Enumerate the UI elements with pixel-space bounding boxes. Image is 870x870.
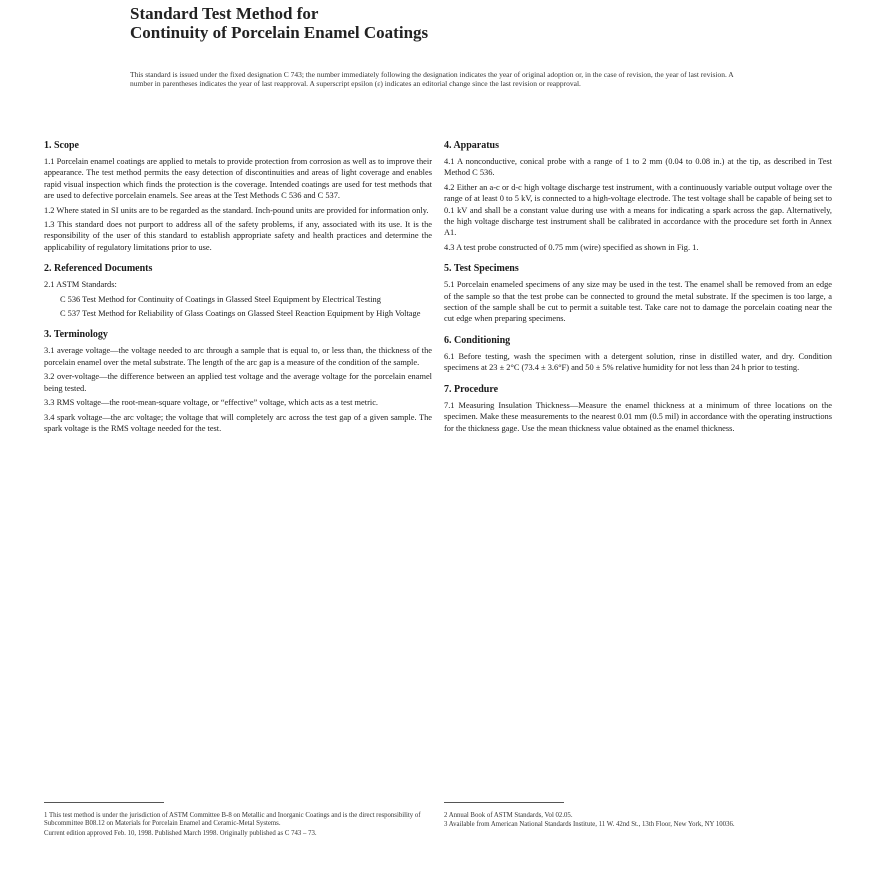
section-heading: 1. Scope — [44, 140, 79, 151]
left-column — [44, 140, 432, 444]
section-heading: 5. Test Specimens — [444, 263, 519, 275]
section-test-specimens — [444, 263, 832, 325]
paragraph: 3.3 RMS voltage—the root-mean-square voltage, or “effective” voltage, which acts as a test metric. — [44, 398, 379, 408]
paragraph: 3.1 average voltage—the voltage needed to arc through a sample that is equal to, or less than, the thickness of the porcelain enamel over the metal substrate. The length of the arc gap is a measure of the condition of the sample. — [44, 346, 432, 367]
document-title — [130, 4, 730, 42]
reference-item: C 536 Test Method for Continuity of Coatings in Glassed Steel Equipment by Electrical Testing — [60, 294, 381, 304]
paragraph: 7.1 Measuring Insulation Thickness—Measure the enamel thickness at a minimum of three locations on the specimen. Make these measurements to the nearest 0.01 mm (0.5 mil) in accordance with the operating instructions for the thickness gage. Use the mean thickness value obtained as the enamel thickness. — [444, 400, 832, 433]
paragraph: 5.1 Porcelain enameled specimens of any size may be used in the test. The enamel shall be removed from an edge of the sample so that the test probe can be connected to ground the metal substrate. If the specimen is too large, a section of the sample shall be cut to permit a suitable test. Take care not to damage the porcelain coating near the cut edge when preparing specimens. — [444, 280, 832, 324]
section-terminology — [44, 329, 432, 434]
section-heading: 7. Procedure — [444, 383, 499, 395]
right-column — [444, 140, 832, 444]
footnote: Current edition approved Feb. 10, 1998. Published March 1998. Originally published as C 743 – 73. — [44, 829, 317, 837]
section-heading: 3. Terminology — [44, 329, 108, 341]
section-heading: 6. Conditioning — [444, 334, 511, 346]
section-apparatus — [444, 140, 832, 253]
paragraph: 6.1 Before testing, wash the specimen with a detergent solution, rinse in distilled water, and dry. Condition specimens at 23 ± 2°C (73.4 ± 3.6°F) and 50 ± 5% relative humidity for not less than 24 h prior to testing. — [444, 351, 832, 373]
paragraph: 4.1 A nonconductive, conical probe with a range of 1 to 2 mm (0.04 to 0.08 in.) at the tip, as described in Test Method C 536. — [444, 157, 832, 178]
paragraph: 1.3 This standard does not purport to address all of the safety problems, if any, associated with its use. It is the responsibility of the user of this standard to establish appropriate safety and health practices and determine the applicability of regulatory limitations prior to use. — [44, 220, 432, 252]
footnote-divider — [444, 802, 564, 803]
section-referenced-documents — [44, 263, 432, 319]
reference-item: C 537 Test Method for Reliability of Glass Coatings on Glassed Steel Reaction Equipment by High Voltage — [60, 309, 421, 319]
footnote: 1 This test method is under the jurisdiction of ASTM Committee B-8 on Metallic and Inorganic Coatings and is the direct responsibility of Subcommittee B08.12 on Materials for Porcelain Enamel and Ceramic-Metal Systems. — [44, 812, 421, 828]
footnote-divider — [44, 802, 164, 803]
intro-paragraph: This standard is issued under the fixed designation C 743; the number immediately following the designation indicates the year of original adoption or, in the case of revision, the year of last revision. A number in parentheses indicates the year of last reapproval. A superscript epsilon (ε) indicates an editorial change since the last revision or reapproval. — [130, 70, 734, 88]
paragraph: 2.1 ASTM Standards: — [44, 280, 117, 290]
section-heading: 4. Apparatus — [444, 140, 500, 151]
section-scope — [44, 140, 432, 253]
footnote: 3 Available from American National Standards Institute, 11 W. 42nd St., 13th Floor, New York, NY 10036. — [444, 821, 735, 829]
footnote: 2 Annual Book of ASTM Standards, Vol 02.05. — [444, 812, 573, 819]
footnotes-left — [44, 812, 432, 839]
footnotes-right — [444, 812, 832, 831]
paragraph: 1.1 Porcelain enamel coatings are applied to metals to provide protection from corrosion as well as to improve their appearance. The test method permits the easy detection of discontinuities and areas of light coverage and enables rapid visual inspection which finds the protection is the coverage. Intended coatings are used for test methods that are used to defective porcelain enamels. See areas at the Test Methods C 536 and C 537. — [44, 157, 432, 201]
paragraph: 3.2 over-voltage—the difference between an applied test voltage and the average voltage for the porcelain enamel being tested. — [44, 372, 432, 393]
paragraph: 4.3 A test probe constructed of 0.75 mm (wire) specified as shown in Fig. 1. — [444, 242, 699, 252]
paragraph: 3.4 spark voltage—the arc voltage; the voltage that will completely arc across the test gap of a given sample. The spark voltage is the RMS voltage needed for the test. — [44, 412, 432, 433]
section-heading: 2. Referenced Documents — [44, 263, 153, 275]
paragraph: 1.2 Where stated in SI units are to be regarded as the standard. Inch-pound units are provided for information only. — [44, 205, 429, 215]
title-line-2: Continuity of Porcelain Enamel Coatings — [130, 23, 429, 42]
section-conditioning — [444, 335, 832, 374]
paragraph: 4.2 Either an a-c or d-c high voltage discharge test instrument, with a continuously variable output voltage over the range of at least 0 to 5 kV, is connected to a high-voltage electrode. The test voltage shall be capable of being set to 0.1 kV and shall be a constant value during use with a means for indicating a spark across the gap. Alternatively, the high voltage discharge test instrument shall be calibrated in accordance with the procedure set forth in Annex A1. — [444, 182, 832, 238]
title-line-1: Standard Test Method for — [130, 4, 319, 23]
section-procedure — [444, 384, 832, 434]
